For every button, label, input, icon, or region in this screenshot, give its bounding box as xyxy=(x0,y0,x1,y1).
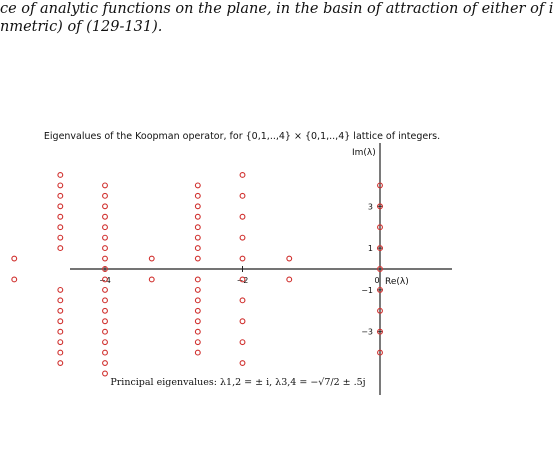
x-axis-label: Re(λ) xyxy=(385,277,409,287)
eigenvalue-point xyxy=(195,204,200,209)
eigenvalue-point xyxy=(240,235,245,240)
eigenvalue-point xyxy=(287,277,292,282)
eigenvalue-point xyxy=(58,246,63,251)
eigenvalue-point xyxy=(58,288,63,293)
eigenvalue-point xyxy=(58,214,63,219)
eigenvalue-point xyxy=(195,340,200,345)
eigenvalue-point xyxy=(58,319,63,324)
eigenvalue-point xyxy=(240,340,245,345)
eigenvalue-point xyxy=(240,361,245,366)
eigenvalue-point xyxy=(240,298,245,303)
paper-text-line-1: ce of analytic functions on the plane, in the basin of attraction of either of i xyxy=(0,1,553,17)
eigenvalue-point xyxy=(58,329,63,334)
y-tick-label: −3 xyxy=(361,327,373,337)
eigenvalue-point xyxy=(149,256,154,261)
eigenvalue-point xyxy=(240,319,245,324)
eigenvalue-point xyxy=(103,288,108,293)
eigenvalue-point xyxy=(103,235,108,240)
eigenvalue-point xyxy=(195,277,200,282)
eigenvalue-point xyxy=(240,193,245,198)
eigenvalue-point xyxy=(195,319,200,324)
eigenvalue-point xyxy=(58,173,63,178)
y-tick-label: −1 xyxy=(361,285,373,295)
eigenvalue-point xyxy=(103,308,108,313)
eigenvalue-point xyxy=(103,298,108,303)
eigenvalue-point xyxy=(103,246,108,251)
eigenvalue-point xyxy=(195,256,200,261)
eigenvalue-point xyxy=(58,193,63,198)
eigenvalue-point xyxy=(58,361,63,366)
eigenvalue-point xyxy=(103,225,108,230)
eigenvalue-point xyxy=(58,308,63,313)
eigenvalue-point xyxy=(103,193,108,198)
eigenvalue-point xyxy=(103,371,108,376)
eigenvalue-point xyxy=(58,235,63,240)
eigenvalue-point xyxy=(195,246,200,251)
origin-label: 0 xyxy=(374,276,380,285)
eigenvalue-point xyxy=(103,340,108,345)
eigenvalue-point xyxy=(287,256,292,261)
chart-title: Eigenvalues of the Koopman operator, for {0,1,..,4} × {0,1,..,4} lattice of integers. xyxy=(43,131,441,142)
eigenvalue-point xyxy=(240,214,245,219)
eigenvalue-point xyxy=(195,183,200,188)
eigenvalue-point xyxy=(103,350,108,355)
eigenvalue-point xyxy=(195,235,200,240)
eigenvalue-point xyxy=(195,225,200,230)
eigenvalue-point xyxy=(58,225,63,230)
eigenvalue-point xyxy=(103,256,108,261)
eigenvalue-point xyxy=(58,298,63,303)
eigenvalue-point xyxy=(58,204,63,209)
eigenvalue-point xyxy=(195,308,200,313)
eigenvalue-point xyxy=(103,319,108,324)
x-tick-label: −2 xyxy=(236,276,249,285)
y-tick-label: 3 xyxy=(367,202,373,212)
eigenvalue-point xyxy=(195,329,200,334)
eigenvalue-point xyxy=(103,214,108,219)
eigenvalue-point xyxy=(103,183,108,188)
eigenvalue-point xyxy=(195,350,200,355)
eigenvalue-point xyxy=(149,277,154,282)
y-tick-label: 1 xyxy=(367,244,373,254)
eigenvalue-point xyxy=(195,214,200,219)
axes xyxy=(70,143,452,395)
eigenvalue-point xyxy=(103,204,108,209)
eigenvalue-point xyxy=(103,361,108,366)
x-tick-label: −4 xyxy=(99,276,111,285)
eigenvalue-point xyxy=(195,288,200,293)
eigenvalue-point xyxy=(12,277,17,282)
eigenvalue-point xyxy=(103,329,108,334)
eigenvalue-point xyxy=(58,183,63,188)
chart-caption: Principal eigenvalues: λ1,2 = ± i, λ3,4 = −√7/2 ± .5j xyxy=(110,377,366,388)
data-points xyxy=(0,173,382,376)
eigenvalue-point xyxy=(195,193,200,198)
eigenvalue-point xyxy=(12,256,17,261)
eigenvalue-point xyxy=(58,340,63,345)
eigenvalue-point xyxy=(195,298,200,303)
eigenvalue-point xyxy=(240,256,245,261)
eigenvalue-point xyxy=(58,350,63,355)
paper-text-line-2: nmetric) of (129-131). xyxy=(0,19,163,35)
y-axis-label: Im(λ) xyxy=(352,148,376,158)
eigenvalue-point xyxy=(240,173,245,178)
